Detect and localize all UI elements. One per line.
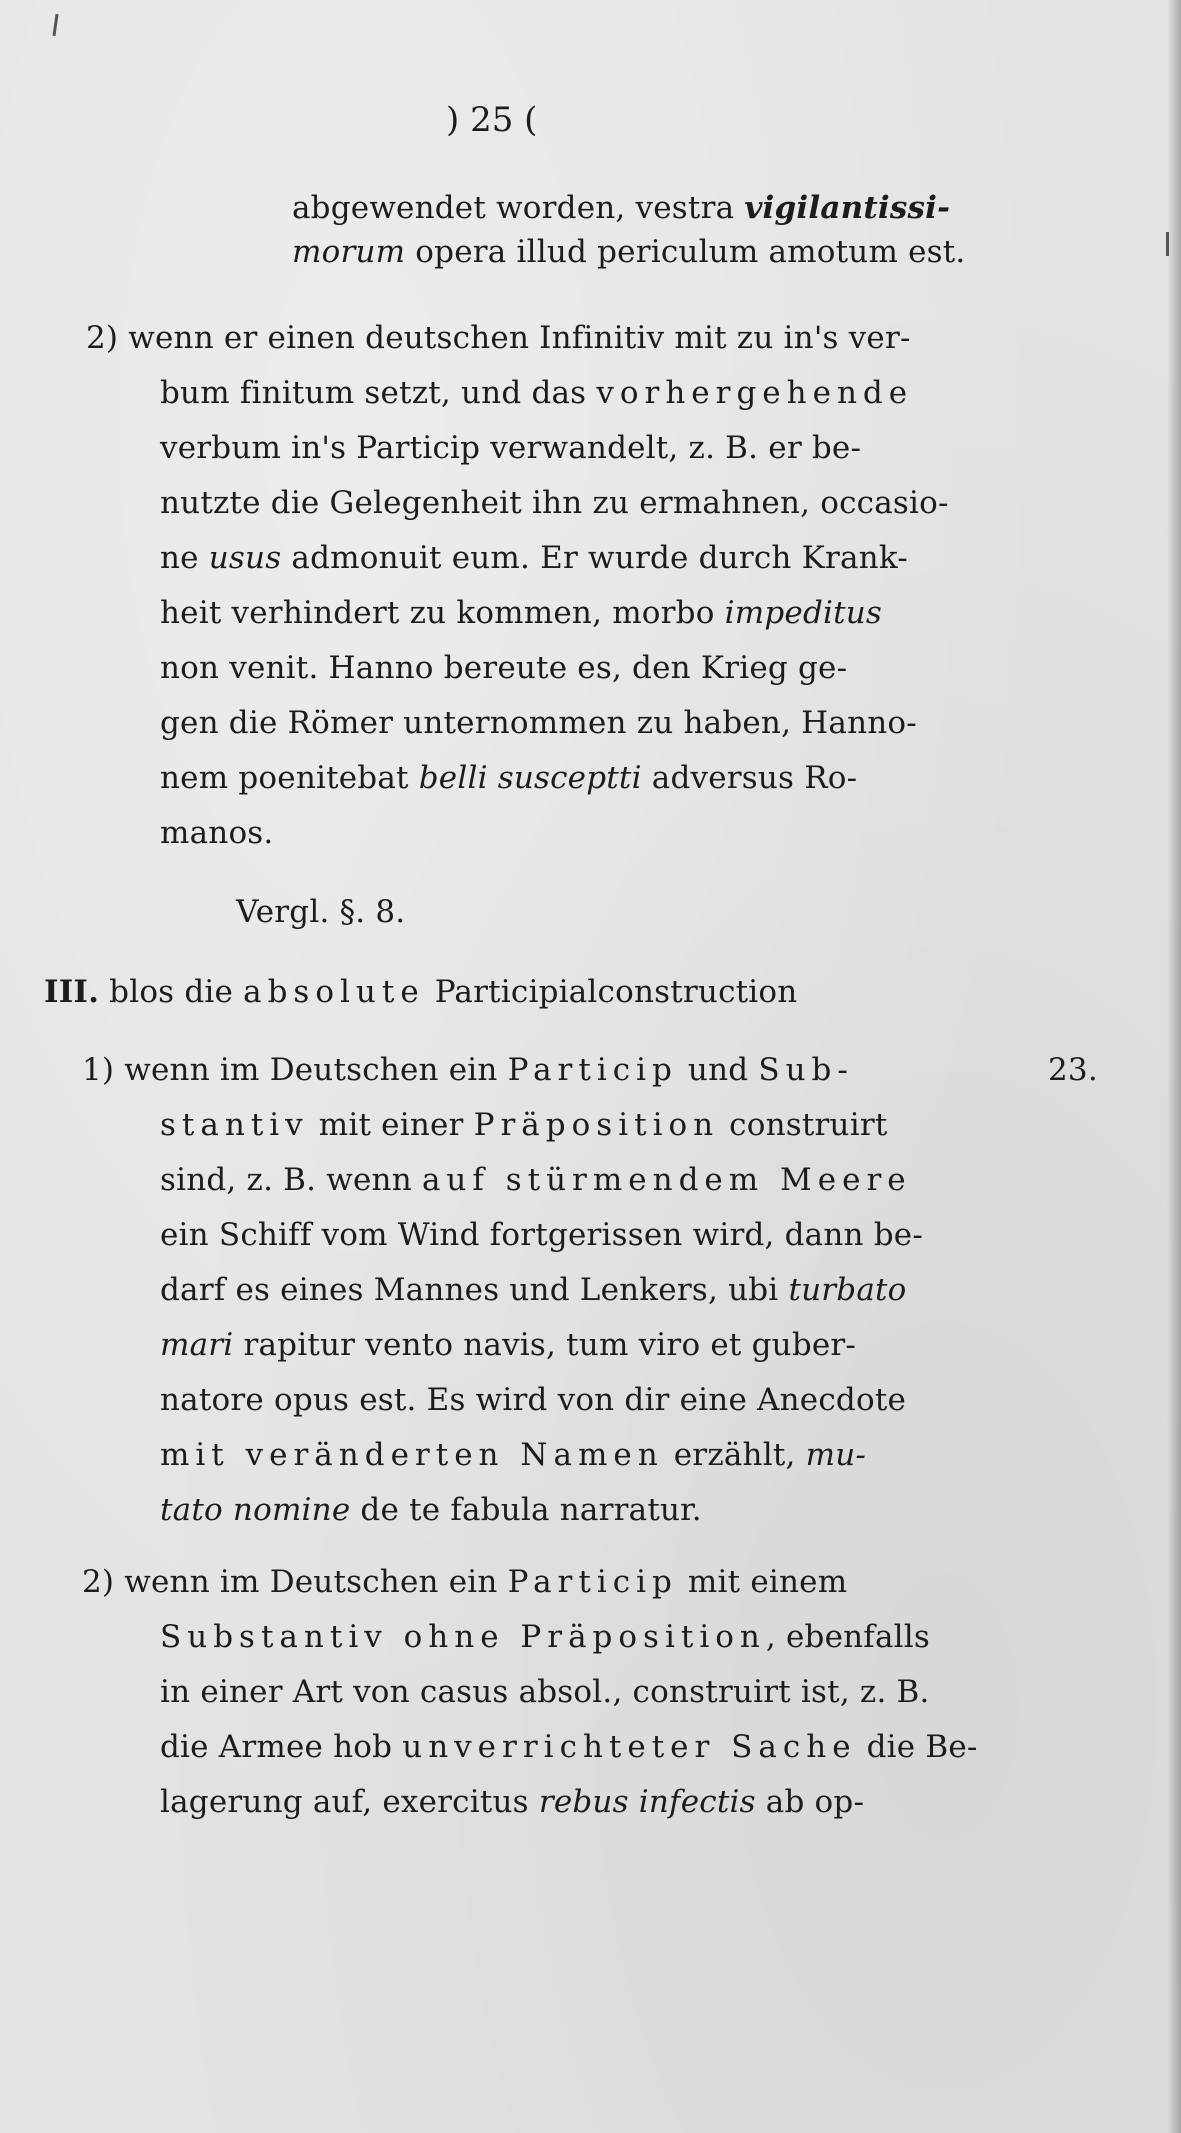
text-line: darf es eines Mannes und Lenkers, ubi turbato [160,1272,907,1308]
text-line: sind, z. B. wenn auf stürmendem Meere [160,1162,912,1198]
text-line: mari rapitur vento navis, tum viro et guber- [160,1327,857,1363]
speck-mark [1166,232,1169,256]
text-line: bum finitum setzt, und das vorhergehende [160,375,914,411]
text-line: natore opus est. Es wird von dir eine Anecdote [160,1382,907,1418]
text-line: 1) wenn im Deutschen ein Particip und Sub- [82,1052,854,1088]
text-line: nem poenitebat belli susceptti adversus Ro- [160,760,858,796]
text-line: ein Schiff vom Wind fortgerissen wird, dann be- [160,1217,923,1253]
text-line: Vergl. §. 8. [236,894,406,930]
margin-note: 23. [1048,1052,1098,1088]
text-line: lagerung auf, exercitus rebus infectis ab op- [160,1784,865,1820]
text-line: stantiv mit einer Präposition construirt [160,1107,888,1143]
text-line: mit veränderten Namen erzählt, mu- [160,1437,867,1473]
text-line: abgewendet worden, vestra vigilantissi- [292,190,951,226]
page-number: ) 25 ( [446,100,538,140]
text-line: verbum in's Particip verwandelt, z. B. er be- [160,430,862,466]
text-line: 2) wenn im Deutschen ein Particip mit einem [82,1564,848,1600]
text-line: gen die Römer unternommen zu haben, Hanno- [160,705,917,741]
text-line: ne usus admonuit eum. Er wurde durch Krank- [160,540,908,576]
text-line: tato nomine de te fabula narratur. [160,1492,702,1528]
text-line: die Armee hob unverrichteter Sache die Be- [160,1729,978,1765]
text-line: Substantiv ohne Präposition, ebenfalls [160,1619,930,1655]
text-line: heit verhindert zu kommen, morbo impeditus [160,595,883,631]
page-edge-shadow [1167,0,1181,2133]
section-heading: III. blos die absolute Participialconstruction [44,974,798,1010]
text-line: 2) wenn er einen deutschen Infinitiv mit zu in's ver- [86,320,911,356]
text-line: nutzte die Gelegenheit ihn zu ermahnen, occasio- [160,485,949,521]
text-line: manos. [160,815,274,851]
speck-mark [52,14,58,36]
text-line: non venit. Hanno bereute es, den Krieg ge- [160,650,848,686]
text-line: morum opera illud periculum amotum est. [292,234,966,270]
text-line: in einer Art von casus absol., construirt ist, z. B. [160,1674,930,1710]
